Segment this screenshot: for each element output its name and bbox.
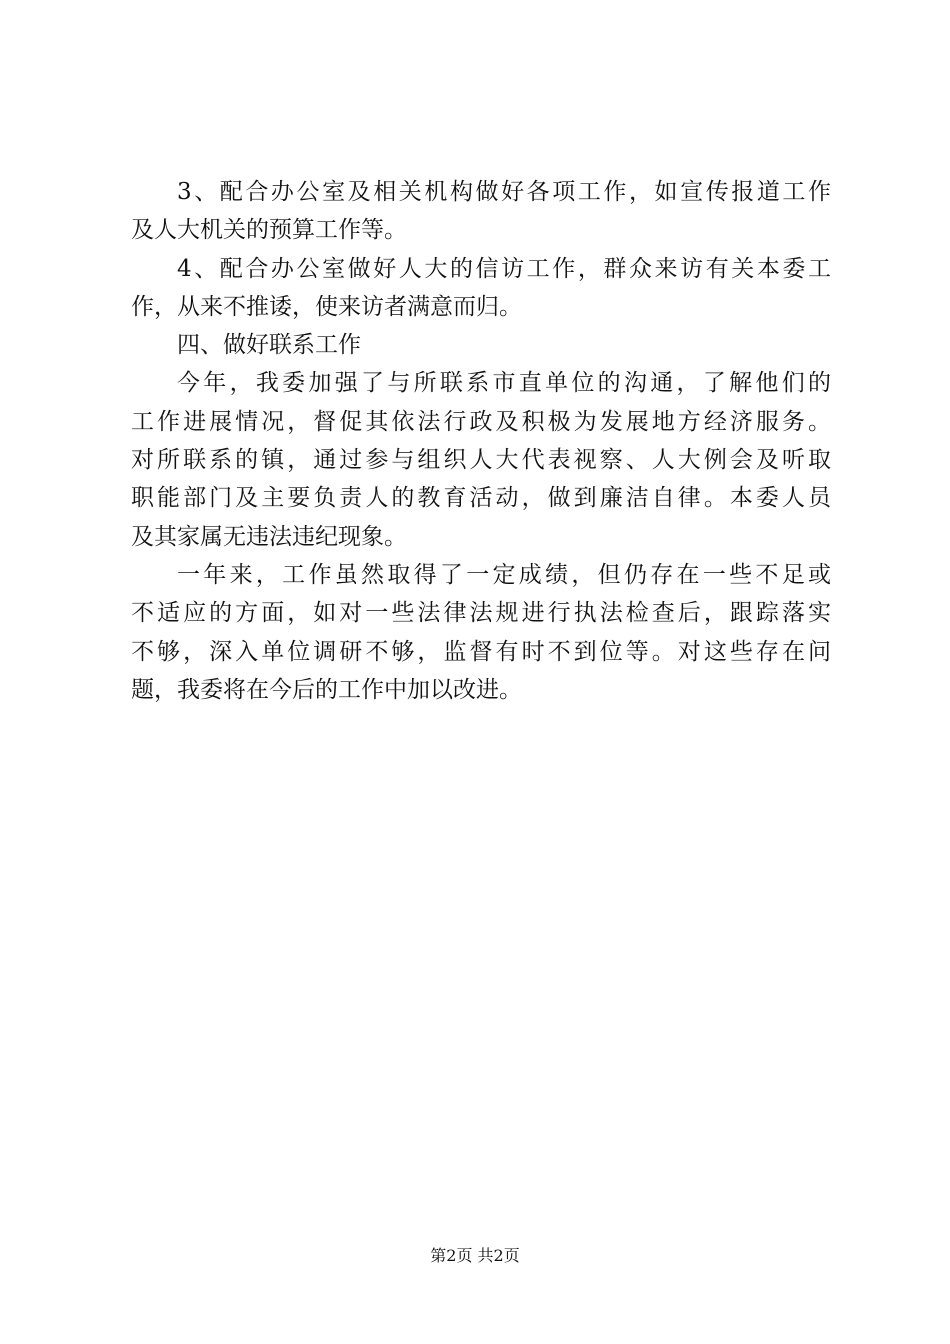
text-line: 今年，我委加强了与所联系市直单位的沟通，了解他们的: [177, 370, 831, 397]
paragraph-item-4: [131, 250, 831, 327]
text-line: 及其家属无违法违纪现象。: [131, 523, 407, 550]
section-heading-text: 四、做好联系工作: [177, 332, 361, 359]
text-line: 不够，深入单位调研不够，监督有时不到位等。对这些存在问: [131, 638, 831, 665]
document-body: [131, 173, 831, 709]
text-line: 及人大机关的预算工作等。: [131, 217, 407, 244]
text-line: 一年来，工作虽然取得了一定成绩，但仍存在一些不足或: [177, 561, 831, 588]
text-line: 不适应的方面，如对一些法律法规进行执法检查后，跟踪落实: [131, 600, 831, 627]
text-line: 4、配合办公室做好人大的信访工作，群众来访有关本委工: [177, 255, 831, 282]
section-heading: [131, 326, 831, 364]
paragraph-summary: [131, 556, 831, 709]
text-line: 职能部门及主要负责人的教育活动，做到廉洁自律。本委人员: [131, 485, 831, 512]
text-line: 题，我委将在今后的工作中加以改进。: [131, 676, 522, 703]
text-line: 3、配合办公室及相关机构做好各项工作，如宣传报道工作: [177, 179, 831, 205]
paragraph-liaison: [131, 364, 831, 555]
page-footer: [0, 1243, 950, 1266]
text-line: 作，从来不推诿，使来访者满意而归。: [131, 293, 522, 320]
page-number-label: 第2页 共2页: [430, 1246, 520, 1265]
text-line: 对所联系的镇，通过参与组织人大代表视察、人大例会及听取: [131, 447, 831, 474]
text-line: 工作进展情况，督促其依法行政及积极为发展地方经济服务。: [131, 408, 831, 435]
paragraph-item-3: [131, 173, 831, 250]
